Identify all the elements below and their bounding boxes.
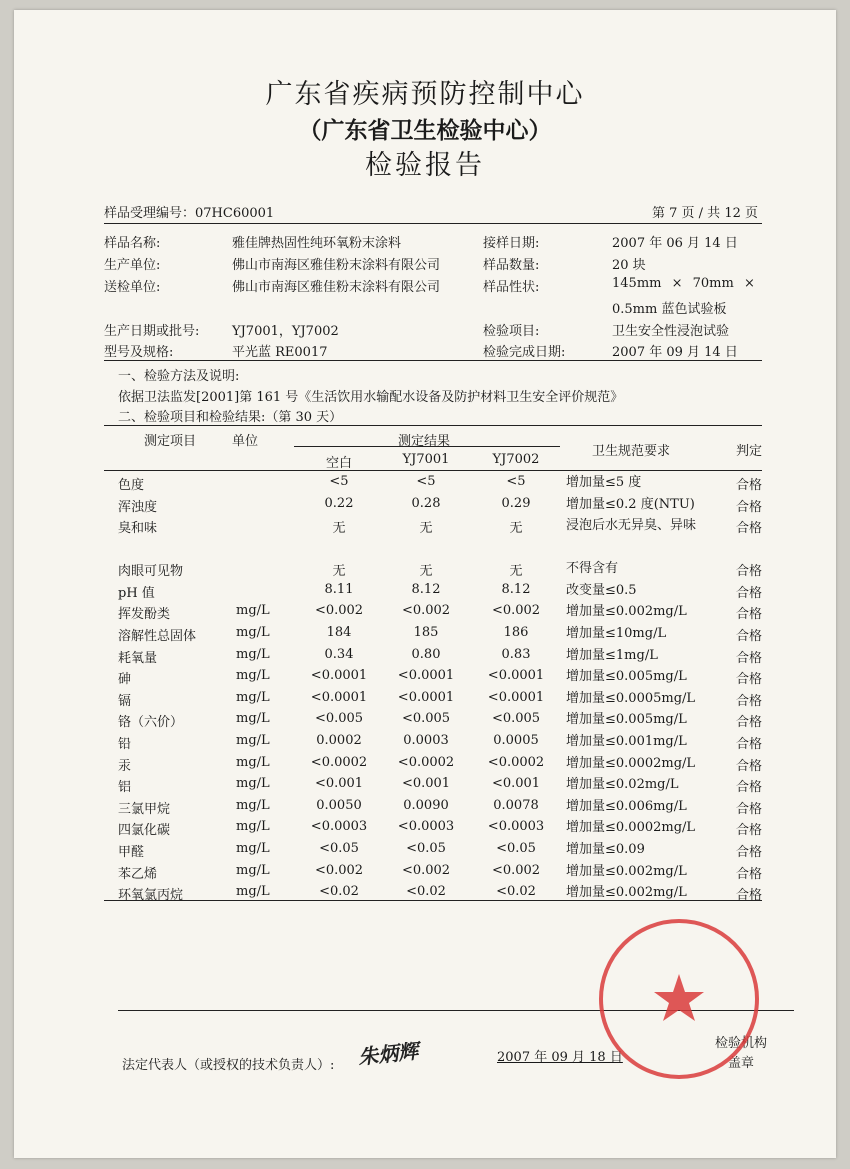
row-unit: mg/L: [236, 862, 270, 878]
row-sample-2: 8.12: [501, 581, 531, 597]
row-item: 铝: [118, 780, 132, 796]
table-row: [104, 514, 762, 557]
model: 平光蓝 RE0017: [232, 345, 328, 360]
table-row: [104, 860, 762, 882]
items: 卫生安全性浸泡试验: [612, 324, 730, 339]
row-sample-1: <0.0002: [397, 754, 455, 770]
row-sample-2: <0.05: [496, 840, 536, 856]
row-sample-1: <5: [416, 474, 436, 489]
finish-date: 2007 年 09 月 14 日: [612, 345, 738, 360]
sample-name-label: 样品名称:: [104, 236, 161, 251]
row-unit: mg/L: [236, 646, 270, 662]
row-verdict: 合格: [736, 521, 763, 537]
row-sample-2: 0.29: [501, 495, 531, 511]
row-verdict: 合格: [736, 499, 763, 515]
row-sample-2: <0.02: [496, 884, 536, 900]
row-sample-2: 0.0005: [493, 732, 539, 748]
row-sample-2: <5: [506, 474, 526, 489]
row-standard: 增加量≤10mg/L: [566, 625, 667, 641]
table-row: [104, 752, 762, 774]
table-row: [104, 600, 762, 622]
quantity-label: 样品数量:: [483, 258, 540, 273]
finish-date-label: 检验完成日期:: [483, 345, 566, 360]
table-row: [104, 773, 762, 795]
received-date-label: 接样日期:: [483, 236, 540, 251]
report-date: 2007 年 09 月 18 日: [497, 1050, 623, 1065]
table-row: [104, 730, 762, 752]
row-item: 苯乙烯: [118, 866, 158, 882]
header-result: 测定结果: [398, 434, 451, 449]
received-date: 2007 年 06 月 14 日: [612, 236, 738, 251]
row-blank: <0.001: [314, 776, 364, 792]
form-line-2: 0.5mm 蓝色试验板: [612, 302, 727, 317]
producer-label: 生产单位:: [104, 258, 161, 273]
row-sample-2: <0.0003: [487, 819, 545, 835]
row-unit: mg/L: [236, 754, 270, 770]
row-standard: 增加量≤0.002mg/L: [566, 604, 687, 620]
row-item: 肉眼可见物: [118, 564, 184, 580]
row-verdict: 合格: [736, 780, 763, 796]
row-item: pH 值: [118, 585, 155, 601]
row-verdict: 合格: [736, 607, 763, 623]
signature: 朱炳辉: [357, 1038, 420, 1070]
table-row: [104, 665, 762, 687]
row-sample-1: 无: [419, 521, 433, 537]
row-verdict: 合格: [736, 715, 763, 731]
row-item: 铬（六价）: [118, 715, 184, 731]
row-sample-1: 0.0003: [403, 732, 449, 748]
row-sample-1: <0.002: [401, 603, 451, 619]
sample-name: 雅佳牌热固性纯环氧粉末涂料: [232, 236, 402, 251]
table-row: [104, 493, 762, 515]
row-sample-1: <0.02: [406, 884, 446, 900]
row-blank: <0.0003: [310, 819, 368, 835]
official-seal: [596, 916, 762, 1082]
row-standard: 增加量≤0.006mg/L: [566, 798, 687, 814]
row-unit: mg/L: [236, 819, 270, 835]
table-row: [104, 795, 762, 817]
org-alt-name: （广东省卫生检验中心）: [298, 117, 552, 144]
row-standard: 浸泡后水无异臭、异味: [566, 518, 697, 534]
report-title: 检验报告: [365, 150, 485, 181]
row-item: 铅: [118, 736, 132, 752]
row-sample-1: 0.28: [411, 495, 441, 511]
row-verdict: 合格: [736, 736, 763, 752]
form-label: 样品性状:: [483, 280, 540, 295]
row-sample-2: <0.0001: [487, 689, 545, 705]
row-verdict: 合格: [736, 564, 763, 580]
row-standard: 增加量≤0.02mg/L: [566, 777, 679, 793]
table-row: [104, 557, 762, 579]
row-standard: 改变量≤0.5: [566, 582, 637, 598]
org-name: 广东省疾病预防控制中心: [265, 79, 585, 110]
row-blank: <0.005: [314, 711, 364, 727]
row-verdict: 合格: [736, 758, 763, 774]
row-item: 四氯化碳: [118, 823, 171, 839]
row-item: 汞: [118, 758, 132, 774]
row-sample-1: <0.05: [406, 840, 446, 856]
row-sample-1: <0.001: [401, 776, 451, 792]
row-sample-2: <0.002: [491, 603, 541, 619]
page-number: 第 7 页 / 共 12 页: [652, 206, 758, 221]
row-item: 挥发酚类: [118, 607, 171, 623]
row-blank: <0.0001: [310, 668, 368, 684]
divider-top: [104, 223, 762, 224]
results-table: [104, 426, 762, 903]
row-blank: <5: [329, 474, 349, 489]
table-row: [104, 644, 762, 666]
table-row: [104, 579, 762, 601]
sender: 佛山市南海区雅佳粉末涂料有限公司: [232, 280, 441, 295]
row-sample-2: 无: [509, 521, 523, 537]
row-blank: <0.02: [319, 884, 359, 900]
row-standard: 增加量≤0.09: [566, 841, 645, 857]
row-verdict: 合格: [736, 478, 763, 493]
row-blank: 0.34: [324, 646, 354, 662]
row-verdict: 合格: [736, 844, 763, 860]
table-row: [104, 471, 762, 493]
row-standard: 增加量≤0.002mg/L: [566, 863, 687, 879]
row-verdict: 合格: [736, 693, 763, 709]
row-blank: <0.0001: [310, 689, 368, 705]
row-item: 三氯甲烷: [118, 801, 171, 817]
row-standard: 增加量≤0.0002mg/L: [566, 755, 696, 771]
row-item: 臭和味: [118, 521, 158, 537]
row-sample-1: <0.002: [401, 862, 451, 878]
row-sample-2: <0.005: [491, 711, 541, 727]
header-item: 测定项目: [144, 434, 197, 449]
row-standard: 增加量≤0.005mg/L: [566, 669, 687, 685]
sender-label: 送检单位:: [104, 280, 161, 295]
row-unit: mg/L: [236, 668, 270, 684]
row-unit: mg/L: [236, 689, 270, 705]
row-standard: 增加量≤0.002mg/L: [566, 885, 687, 901]
row-standard: 增加量≤0.2 度(NTU): [566, 496, 695, 512]
table-body: [104, 471, 762, 903]
row-sample-1: <0.0001: [397, 668, 455, 684]
row-verdict: 合格: [736, 585, 763, 601]
row-unit: mg/L: [236, 603, 270, 619]
row-unit: mg/L: [236, 797, 270, 813]
row-unit: mg/L: [236, 840, 270, 856]
row-unit: mg/L: [236, 884, 270, 900]
row-unit: mg/L: [236, 732, 270, 748]
row-sample-1: 0.80: [411, 646, 441, 662]
table-row: [104, 708, 762, 730]
row-blank: <0.0002: [310, 754, 368, 770]
table-row: [104, 622, 762, 644]
method-heading: 一、检验方法及说明:: [118, 369, 240, 384]
table-subheader-row: [104, 448, 762, 470]
row-blank: 0.22: [324, 495, 354, 511]
row-sample-2: 无: [509, 564, 523, 580]
row-blank: 0.0050: [316, 797, 362, 813]
row-item: 色度: [118, 478, 145, 493]
table-row: [104, 838, 762, 860]
row-item: 耗氧量: [118, 650, 158, 666]
table-header-row: [104, 426, 763, 459]
row-blank: 184: [326, 624, 352, 640]
row-sample-2: <0.0001: [487, 668, 545, 684]
row-unit: mg/L: [236, 776, 270, 792]
model-label: 型号及规格:: [104, 345, 174, 360]
row-sample-2: <0.001: [491, 776, 541, 792]
row-unit: mg/L: [236, 711, 270, 727]
row-verdict: 合格: [736, 672, 763, 688]
results-heading: 二、检验项目和检验结果:（第 30 天）: [118, 410, 343, 425]
row-sample-1: 无: [419, 564, 433, 580]
row-sample-2: 0.83: [501, 646, 531, 662]
row-verdict: 合格: [736, 628, 763, 644]
receipt-number: 样品受理编号：07HC60001: [104, 206, 275, 221]
row-standard: 增加量≤0.005mg/L: [566, 712, 687, 728]
row-standard: 增加量≤0.0005mg/L: [566, 690, 696, 706]
row-sample-1: <0.005: [401, 711, 451, 727]
row-blank: 无: [332, 564, 346, 580]
row-standard: 增加量≤1mg/L: [566, 647, 658, 663]
header-unit: 单位: [232, 434, 259, 449]
row-standard: 不得含有: [566, 561, 619, 577]
batch-label: 生产日期或批号:: [104, 324, 200, 339]
row-item: 浑浊度: [118, 499, 158, 515]
row-sample-1: 0.0090: [403, 797, 449, 813]
row-verdict: 合格: [736, 888, 763, 904]
row-verdict: 合格: [736, 866, 763, 882]
subheader-sample-2: YJ7002: [492, 452, 540, 467]
row-standard: 增加量≤0.0002mg/L: [566, 820, 696, 836]
row-standard: 增加量≤5 度: [566, 475, 642, 490]
method-basis: 依据卫法监发[2001]第 161 号《生活饮用水输配水设备及防护材料卫生安全评价规范》: [118, 390, 624, 405]
org-stamp-line-2: 盖章: [728, 1056, 755, 1071]
row-item: 甲醛: [118, 844, 145, 860]
table-row: [104, 687, 762, 709]
row-blank: 0.0002: [316, 732, 362, 748]
row-sample-2: 186: [503, 624, 529, 640]
subheader-blank: 空白: [325, 456, 352, 471]
batch: YJ7001，YJ7002: [232, 324, 339, 339]
row-sample-1: <0.0003: [397, 819, 455, 835]
row-sample-1: 185: [413, 624, 439, 640]
items-label: 检验项目:: [483, 324, 540, 339]
divider-info: [104, 360, 762, 361]
subheader-sample-1: YJ7001: [402, 452, 450, 467]
row-blank: <0.002: [314, 862, 364, 878]
seal-star-icon: [654, 974, 704, 1021]
form-line-1: 145mm × 70mm ×: [612, 276, 755, 291]
row-unit: mg/L: [236, 624, 270, 640]
row-sample-2: <0.0002: [487, 754, 545, 770]
row-sample-1: 8.12: [411, 581, 441, 597]
table-row: [104, 816, 762, 838]
row-blank: 8.11: [324, 581, 354, 597]
row-verdict: 合格: [736, 801, 763, 817]
row-item: 环氧氯丙烷: [118, 888, 184, 904]
result-subheader-rule: [294, 446, 560, 447]
row-item: 镉: [118, 693, 132, 709]
signatory-label: 法定代表人（或授权的技术负责人）:: [122, 1058, 335, 1073]
header-verdict: 判定: [736, 444, 763, 459]
row-verdict: 合格: [736, 823, 763, 839]
row-item: 溶解性总固体: [118, 628, 197, 644]
row-sample-1: <0.0001: [397, 689, 455, 705]
row-blank: <0.05: [319, 840, 359, 856]
producer: 佛山市南海区雅佳粉末涂料有限公司: [232, 258, 441, 273]
table-bottom-rule: [104, 900, 762, 901]
org-stamp-line-1: 检验机构: [715, 1036, 768, 1051]
row-blank: 无: [332, 521, 346, 537]
row-standard: 增加量≤0.001mg/L: [566, 733, 687, 749]
row-item: 砷: [118, 672, 132, 688]
header-standard: 卫生规范要求: [592, 444, 671, 459]
row-sample-2: 0.0078: [493, 797, 539, 813]
row-verdict: 合格: [736, 650, 763, 666]
row-sample-2: <0.002: [491, 862, 541, 878]
row-blank: <0.002: [314, 603, 364, 619]
quantity: 20 块: [612, 258, 646, 273]
